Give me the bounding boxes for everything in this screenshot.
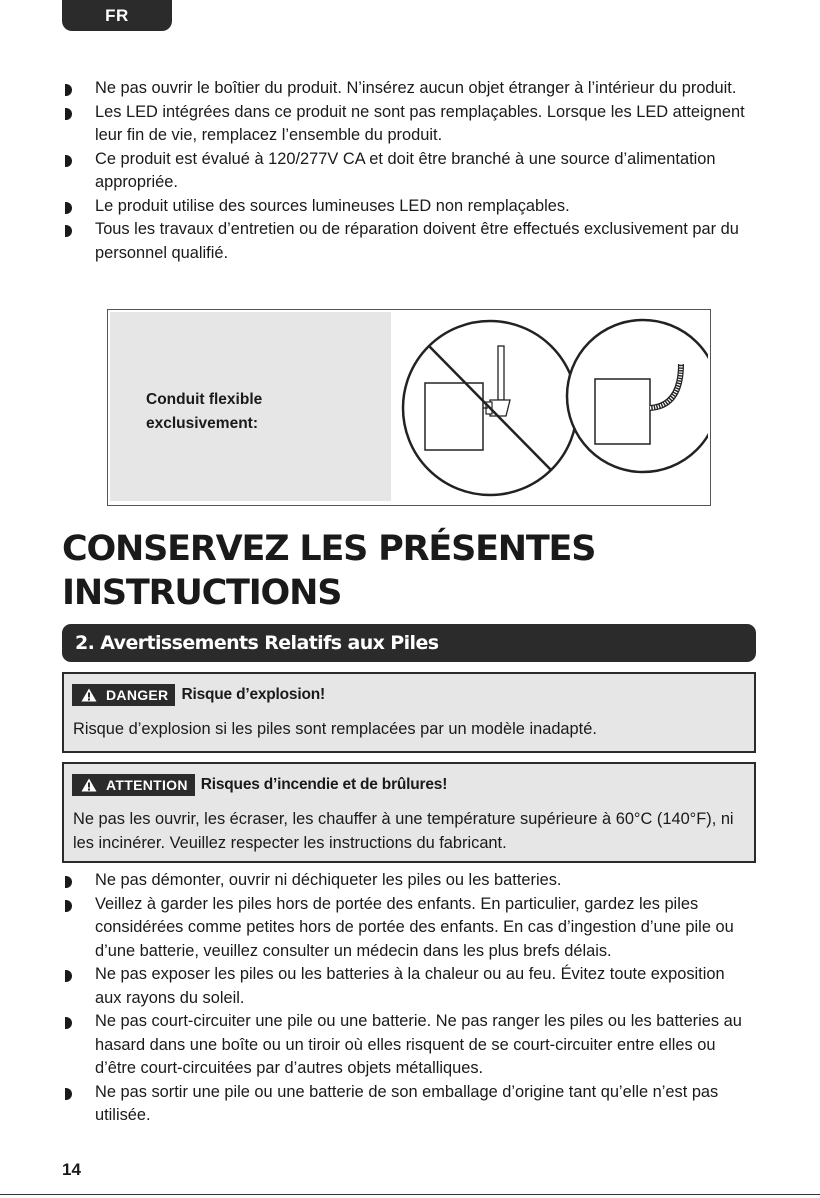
battery-bullet-list — [62, 869, 752, 1128]
warning-triangle-icon — [81, 778, 97, 792]
danger-header — [72, 684, 325, 706]
conduit-label-panel — [110, 312, 391, 501]
list-item: Ne pas court-circuiter une pile ou une batterie. Ne pas ranger les piles ou les batteries au hasard dans une boîte ou un tiroir où elles risquent de se court-circuiter entre elles ou d’être court-circuitées par d’autres objets métalliques. — [62, 1010, 752, 1081]
conduit-label-line2: exclusivement: — [146, 415, 258, 432]
conduit-diagram — [398, 316, 708, 500]
attention-title: Risques d’incendie et de brûlures! — [200, 776, 448, 793]
danger-title: Risque d’explosion! — [181, 686, 325, 703]
list-item: Veillez à garder les piles hors de portée des enfants. En particulier, gardez les piles considérées comme petites hors de portée des enfants. En cas d’ingestion d’une pile ou d’une batterie, veuillez consulter un médecin dans les plus brefs délais. — [62, 893, 752, 964]
list-item: Le produit utilise des sources lumineuses LED non remplaçables. — [62, 195, 752, 219]
list-item: Ce produit est évalué à 120/277V CA et doit être branché à une source d’alimentation appropriée. — [62, 148, 752, 195]
list-item: Ne pas ouvrir le boîtier du produit. N’insérez aucun objet étranger à l’intérieur du produit. — [62, 77, 752, 101]
rigid-conduit-prohibited-icon — [403, 321, 577, 495]
conduit-label — [146, 388, 262, 436]
danger-warning-box — [62, 672, 756, 753]
warning-triangle-icon — [81, 688, 97, 702]
page-title-line2: INSTRUCTIONS — [62, 573, 342, 613]
safety-bullet-list — [62, 77, 752, 265]
attention-warning-box — [62, 762, 756, 863]
list-item: Les LED intégrées dans ce produit ne sont pas remplaçables. Lorsque les LED atteignent leur fin de vie, remplacez l’ensemble du produit. — [62, 101, 752, 148]
section-heading: 2. Avertissements Relatifs aux Piles — [62, 624, 756, 662]
attention-badge-label: ATTENTION — [106, 777, 188, 793]
flexible-conduit-allowed-icon — [567, 320, 708, 472]
list-item: Tous les travaux d’entretien ou de réparation doivent être effectués exclusivement par du personnel qualifié. — [62, 218, 752, 265]
list-item: Ne pas exposer les piles ou les batteries à la chaleur ou au feu. Évitez toute exposition aux rayons du soleil. — [62, 963, 752, 1010]
danger-text: Risque d’explosion si les piles sont remplacées par un modèle inadapté. — [73, 720, 597, 738]
page-number: 14 — [62, 1160, 81, 1179]
conduit-illustration-box — [107, 309, 711, 506]
list-item: Ne pas démonter, ouvrir ni déchiqueter les piles ou les batteries. — [62, 869, 752, 893]
conduit-label-line1: Conduit flexible — [146, 391, 263, 408]
list-item: Ne pas sortir une pile ou une batterie de son emballage d’origine tant qu’elle n’est pas utilisée. — [62, 1081, 752, 1128]
page-title-line1: CONSERVEZ LES PRÉSENTES — [62, 529, 596, 569]
attention-text: Ne pas les ouvrir, les écraser, les chauffer à une température supérieure à 60°C (140°F), ni les incinérer. Veuillez respecter les instructions du fabricant. — [73, 810, 734, 852]
page-title — [62, 527, 762, 615]
danger-badge — [72, 684, 175, 706]
attention-header — [72, 774, 447, 796]
footer-divider — [0, 1194, 820, 1195]
language-tab: FR — [62, 0, 172, 31]
attention-badge — [72, 774, 195, 796]
danger-badge-label: DANGER — [106, 687, 169, 703]
